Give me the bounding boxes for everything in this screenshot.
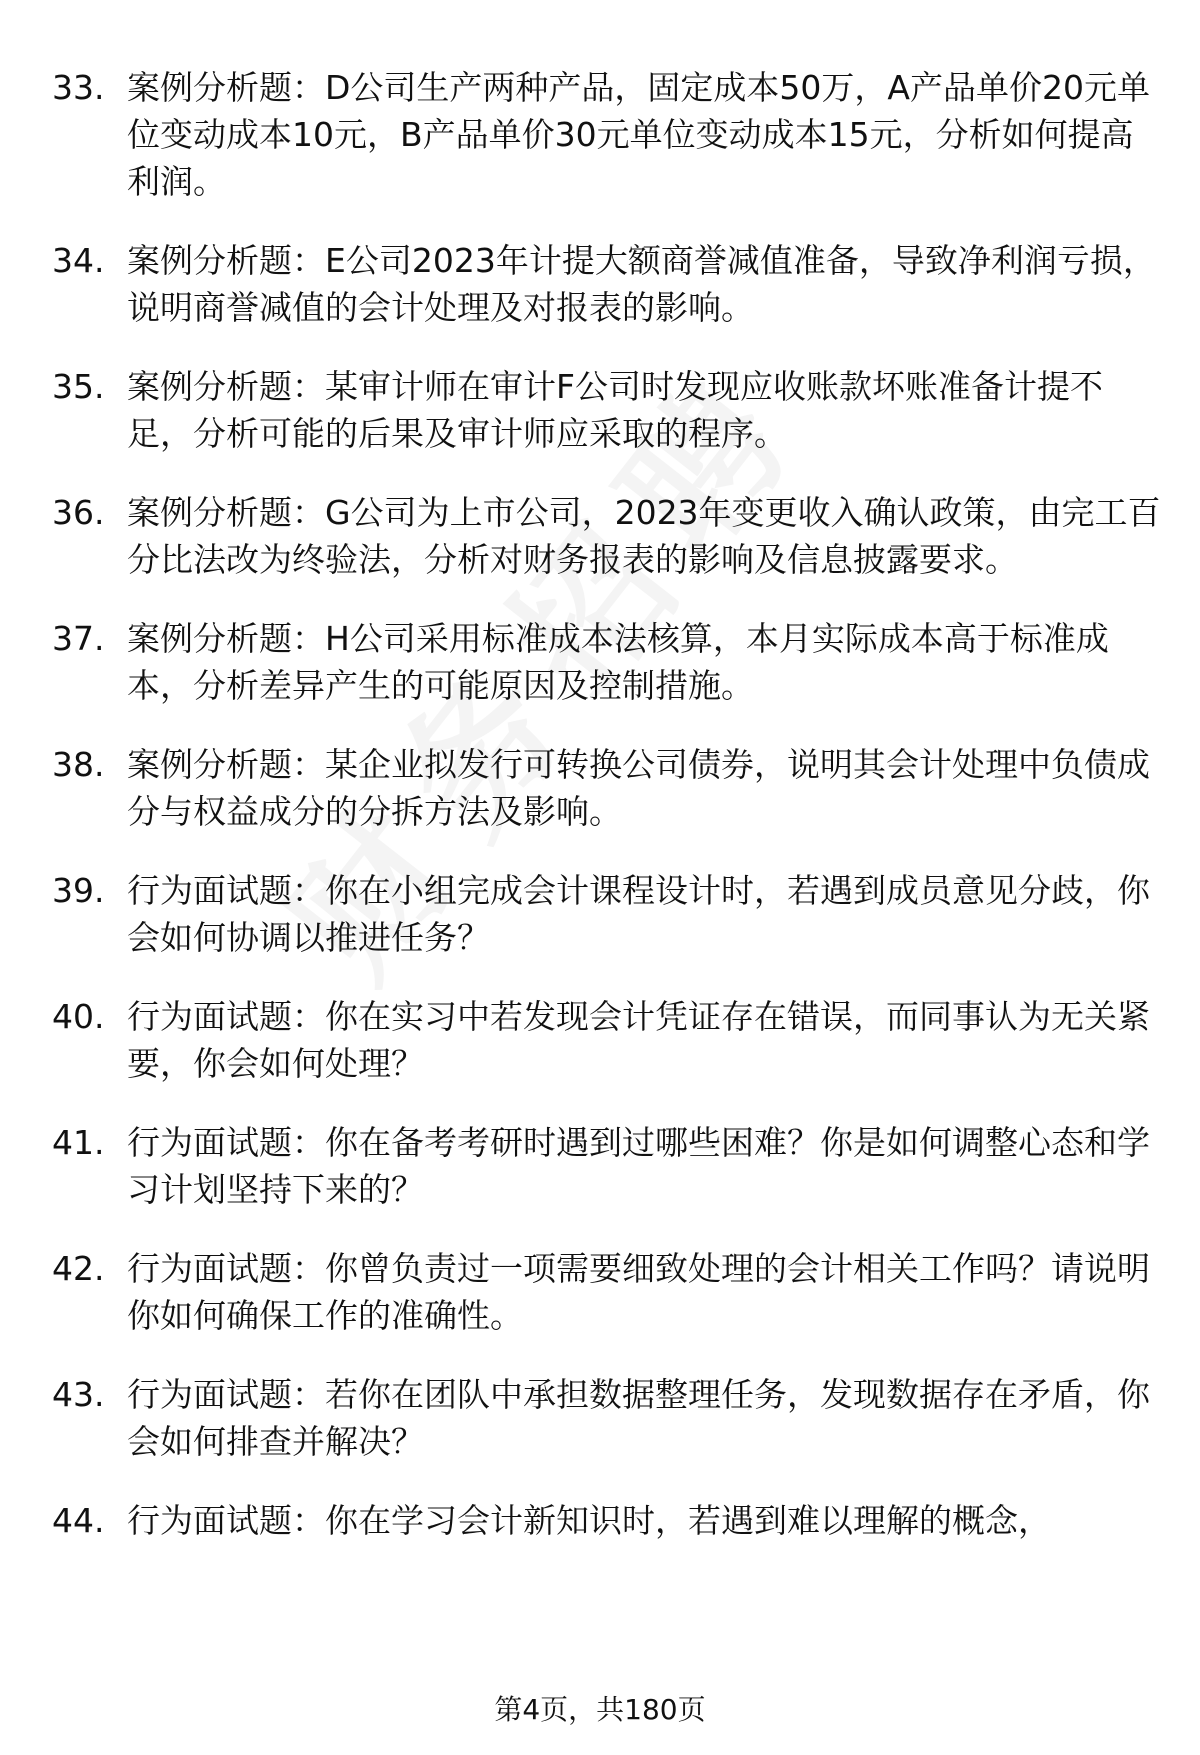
question-item [52, 237, 1162, 331]
page-footer [0, 1690, 1200, 1730]
question-text: 案例分析题：H公司采用标准成本法核算，本月实际成本高于标准成本，分析差异产生的可能原因及控制措施。 [127, 619, 1109, 705]
question-number: 37. [52, 619, 105, 658]
question-item [52, 1245, 1162, 1339]
question-number: 35. [52, 367, 105, 406]
question-number: 40. [52, 997, 105, 1036]
question-text: 行为面试题：你在学习会计新知识时，若遇到难以理解的概念， [127, 1501, 1051, 1540]
question-number: 44. [52, 1501, 105, 1540]
question-number: 39. [52, 871, 105, 910]
question-text: 行为面试题：你曾负责过一项需要细致处理的会计相关工作吗？请说明你如何确保工作的准确性。 [127, 1249, 1150, 1335]
question-item [52, 363, 1162, 457]
page-number-label: 第4页，共180页 [494, 1693, 706, 1726]
question-item [52, 1371, 1162, 1465]
question-text: 案例分析题：某企业拟发行可转换公司债券，说明其会计处理中负债成分与权益成分的分拆方法及影响。 [127, 745, 1150, 831]
question-item [52, 1119, 1162, 1213]
question-text: 行为面试题：你在小组完成会计课程设计时，若遇到成员意见分歧，你会如何协调以推进任务？ [127, 871, 1150, 957]
question-number: 36. [52, 493, 105, 532]
question-number: 34. [52, 241, 105, 280]
question-item [52, 1497, 1162, 1544]
question-number: 42. [52, 1249, 105, 1288]
question-text: 案例分析题：D公司生产两种产品，固定成本50万，A产品单价20元单位变动成本10元，B产品单价30元单位变动成本15元，分析如何提高利润。 [127, 68, 1150, 201]
question-text: 案例分析题：E公司2023年计提大额商誉减值准备，导致净利润亏损，说明商誉减值的会计处理及对报表的影响。 [127, 241, 1156, 327]
question-text: 案例分析题：某审计师在审计F公司时发现应收账款坏账准备计提不足，分析可能的后果及审计师应采取的程序。 [127, 367, 1103, 453]
question-list [52, 64, 1162, 1576]
question-number: 43. [52, 1375, 105, 1414]
question-text: 行为面试题：若你在团队中承担数据整理任务，发现数据存在矛盾，你会如何排查并解决？ [127, 1375, 1150, 1461]
question-text: 行为面试题：你在备考考研时遇到过哪些困难？你是如何调整心态和学习计划坚持下来的？ [127, 1123, 1150, 1209]
question-number: 38. [52, 745, 105, 784]
question-item [52, 64, 1162, 205]
question-item [52, 489, 1162, 583]
question-text: 案例分析题：G公司为上市公司，2023年变更收入确认政策，由完工百分比法改为终验法，分析对财务报表的影响及信息披露要求。 [127, 493, 1161, 579]
question-text: 行为面试题：你在实习中若发现会计凭证存在错误，而同事认为无关紧要，你会如何处理？ [127, 997, 1150, 1083]
question-item [52, 615, 1162, 709]
question-number: 41. [52, 1123, 105, 1162]
question-item [52, 993, 1162, 1087]
question-item [52, 867, 1162, 961]
question-number: 33. [52, 68, 105, 107]
question-item [52, 741, 1162, 835]
